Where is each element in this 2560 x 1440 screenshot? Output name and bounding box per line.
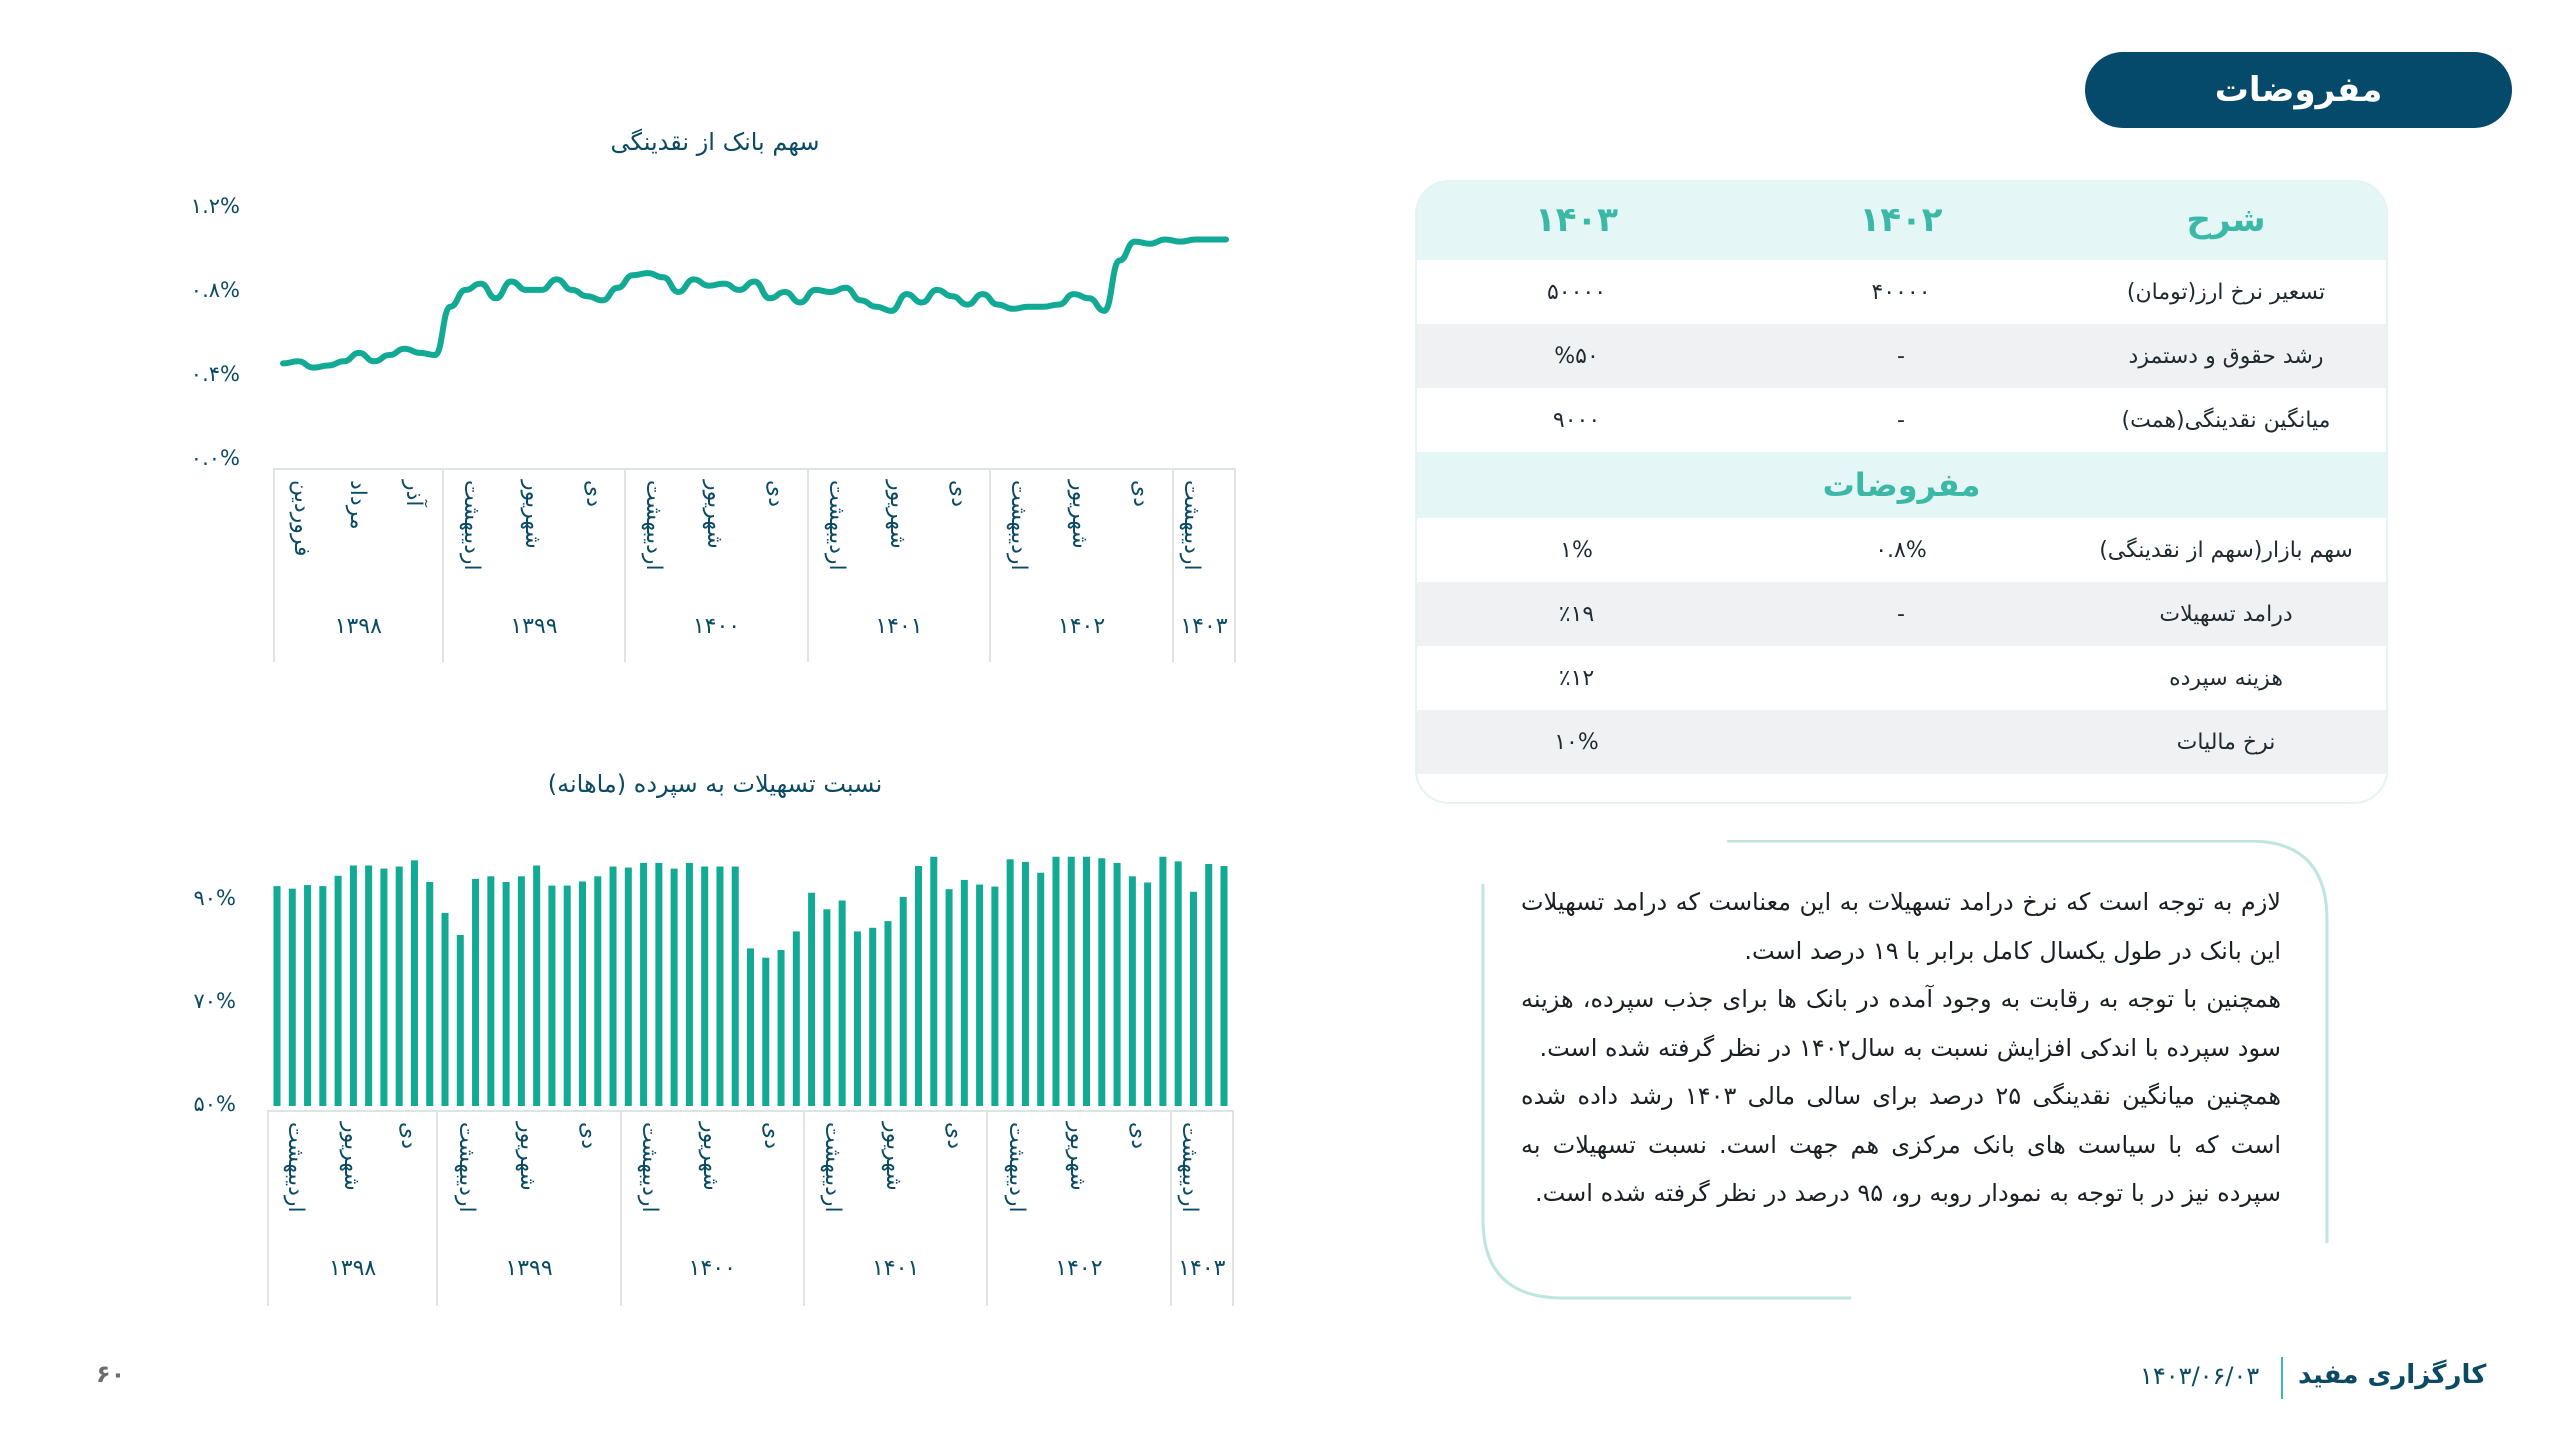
y-tick-label: ۹۰% (193, 886, 236, 910)
x-axis-month-label: مرداد (345, 480, 371, 530)
bar (518, 876, 525, 1106)
bar (350, 865, 357, 1106)
column-header-description: شرح (2186, 200, 2266, 240)
y-tick-label: ۵۰% (193, 1092, 236, 1116)
row-value-1403: ۱% (1560, 537, 1593, 563)
x-axis-month-label: اردیبهشت (636, 1122, 662, 1213)
x-axis-month-label: شهریور (1067, 480, 1093, 549)
bar (991, 887, 998, 1106)
bar (854, 931, 861, 1106)
y-tick-label: ۱.۲% (190, 194, 240, 218)
table-row (1417, 518, 2386, 582)
x-axis-month-label: دی (1128, 480, 1154, 508)
x-axis-year-label: ۱۴۰۳ (1180, 614, 1228, 639)
row-label: درامد تسهیلات (2159, 601, 2293, 627)
row-label: میانگین نقدینگی(همت) (2121, 407, 2331, 433)
table-row (1417, 388, 2386, 452)
table-row (1417, 324, 2386, 388)
row-label: هزینه سپرده (2169, 665, 2283, 691)
x-axis-month-label: دی (763, 480, 789, 508)
bar (900, 897, 907, 1106)
x-axis-month-label: شهریور (514, 1122, 540, 1191)
notes-box (1475, 840, 2330, 1302)
bar (396, 867, 403, 1106)
x-axis-year-label: ۱۳۹۸ (328, 1256, 377, 1281)
brand-name: کارگزاری مفید (2298, 1360, 2487, 1390)
bar (1159, 857, 1166, 1106)
bar (1114, 863, 1121, 1106)
row-value-1403: ۱۰% (1554, 729, 1599, 755)
row-value-1402: - (1897, 343, 1905, 369)
x-axis-month-label: دی (942, 1122, 968, 1150)
table-row (1417, 582, 2386, 646)
x-axis-month-label: اردیبهشت (1006, 480, 1032, 571)
bar (594, 876, 601, 1106)
bar (1190, 892, 1197, 1106)
bar (304, 885, 311, 1106)
y-tick-label: ۰.۸% (190, 278, 240, 302)
bar (289, 889, 296, 1106)
x-axis-month-label: شهریور (339, 1122, 365, 1191)
bar (793, 931, 800, 1106)
x-axis-month-label: اردیبهشت (1178, 480, 1204, 571)
row-label: سهم بازار(سهم از نقدینگی) (2099, 537, 2353, 563)
x-axis-month-label: دی (575, 1122, 601, 1150)
notes-text (1521, 878, 2281, 1218)
bar (1007, 859, 1014, 1106)
bar-chart-plot (0, 0, 1300, 1340)
bar (839, 901, 846, 1106)
x-axis-year-label: ۱۴۰۰ (688, 1256, 736, 1281)
bar (640, 863, 647, 1106)
bar (686, 863, 693, 1106)
table-footer-space (1417, 774, 2386, 804)
row-label: نرخ مالیات (2176, 729, 2276, 755)
x-axis-month-label: دی (759, 1122, 785, 1150)
notes-paragraph: همچنین میانگین نقدینگی ۲۵ درصد برای سالی مالی ۱۴۰۳ رشد داده شده است که با سیاست های بانک مرکزی هم جهت است. نسبت تسهیلات به سپرده نیز در با توجه به نمودار روبه رو، ۹۵ درصد در نظر گرفته شده است. (1521, 1082, 2281, 1207)
x-axis-month-label: شهریور (884, 480, 910, 549)
bar (961, 880, 968, 1106)
bar (1052, 857, 1059, 1106)
bar (762, 958, 769, 1106)
bar (548, 886, 555, 1106)
assumptions-table (1415, 180, 2388, 804)
row-value-1402 (1736, 710, 2066, 774)
x-axis-month-label: دی (1125, 1122, 1151, 1150)
bar (610, 867, 617, 1106)
bar (1068, 857, 1075, 1106)
bar (1083, 857, 1090, 1106)
bar (503, 882, 510, 1106)
y-tick-label: ۰.۴% (190, 362, 240, 386)
x-axis-month-label: اردیبهشت (453, 1122, 479, 1213)
x-axis-month-label: شهریور (1064, 1122, 1090, 1191)
bar (411, 860, 418, 1106)
bar (1205, 864, 1212, 1106)
x-axis-month-label: اردیبهشت (641, 480, 667, 571)
x-axis-month-label: شهریور (881, 1122, 907, 1191)
section-title: مفروضات (2214, 70, 2383, 110)
y-tick-label: ۷۰% (193, 989, 236, 1013)
table-row (1417, 260, 2386, 324)
x-axis-year-label: ۱۳۹۸ (334, 614, 382, 639)
x-axis-year-label: ۱۴۰۱ (871, 1256, 920, 1281)
section-title-pill (2085, 52, 2512, 128)
bar (380, 869, 387, 1106)
bar (1022, 862, 1029, 1106)
x-axis-month-label: اردیبهشت (1003, 1122, 1029, 1213)
bar (1129, 876, 1136, 1106)
bar (655, 863, 662, 1106)
row-value-1403: ۹۰۰۰ (1552, 407, 1601, 433)
x-axis-year-label: ۱۴۰۲ (1055, 1256, 1103, 1281)
footer-date: ۱۴۰۳/۰۶/۰۳ (2140, 1362, 2260, 1390)
bar (808, 893, 815, 1106)
bar (1175, 861, 1182, 1106)
bar (671, 869, 678, 1106)
x-axis-month-label: شهریور (702, 480, 728, 549)
bar-chart (0, 0, 1300, 1340)
x-axis-year-label: ۱۳۹۹ (510, 614, 558, 639)
x-axis-month-label: اردیبهشت (1176, 1122, 1202, 1213)
x-axis-year-label: ۱۴۰۲ (1057, 614, 1106, 639)
bar (1037, 873, 1044, 1106)
bar (747, 948, 754, 1106)
bar (1098, 858, 1105, 1106)
chart-title: نسبت تسهیلات به سپرده (ماهانه) (547, 770, 883, 798)
row-value-1403: ٪۱۹ (1558, 601, 1595, 627)
bar (319, 886, 326, 1106)
bar (930, 857, 937, 1106)
x-axis-month-label: دی (945, 480, 971, 508)
bar (472, 879, 479, 1106)
column-header-1403: ۱۴۰۳ (1535, 200, 1619, 240)
x-axis-month-label: شهریور (519, 480, 545, 549)
bar (335, 876, 342, 1106)
x-axis-month-label: اردیبهشت (282, 1122, 308, 1213)
row-value-1402: ۰.۸% (1875, 537, 1927, 563)
bar (716, 867, 723, 1106)
x-axis-month-label: اردیبهشت (823, 480, 849, 571)
table-row (1417, 710, 2386, 774)
bar (274, 886, 281, 1106)
bar (701, 867, 708, 1106)
bar (823, 909, 830, 1106)
bar (625, 868, 632, 1106)
bar (732, 867, 739, 1106)
row-value-1402: - (1897, 601, 1905, 627)
bar (915, 866, 922, 1106)
x-axis-month-label: آذر (401, 480, 427, 507)
table-header-row (1417, 182, 2386, 258)
row-value-1402: - (1897, 407, 1905, 433)
x-axis-month-label: فروردین (288, 480, 314, 557)
y-tick-label: ۰.۰% (190, 446, 240, 470)
row-label: رشد حقوق و دستمزد (2128, 343, 2324, 369)
page-number: ۶۰ (96, 1360, 126, 1388)
notes-paragraph: لازم به توجه است که نرخ درامد تسهیلات به این معناست که درامد تسهیلات این بانک در طول یکسال کامل برابر با ۱۹ درصد است. (1521, 888, 2281, 965)
x-axis-month-label: اردیبهشت (820, 1122, 846, 1213)
bar (426, 882, 433, 1106)
x-axis-year-label: ۱۴۰۱ (875, 614, 923, 639)
row-value-1403: ٪۱۲ (1558, 665, 1595, 691)
bar (564, 886, 571, 1106)
x-axis-month-label: اردیبهشت (458, 480, 484, 571)
row-value-1403: %۵۰ (1554, 343, 1599, 369)
row-value-1402: ۴۰۰۰۰ (1871, 279, 1931, 305)
footer-divider (2281, 1357, 2283, 1399)
row-value-1403: ۵۰۰۰۰ (1546, 279, 1607, 305)
x-axis-year-label: ۱۴۰۳ (1178, 1256, 1226, 1281)
x-axis-month-label: دی (395, 1122, 421, 1150)
bar (1221, 866, 1228, 1106)
bar (579, 881, 586, 1106)
bar (533, 865, 540, 1106)
x-axis-year-label: ۱۳۹۹ (505, 1256, 553, 1281)
bar (869, 928, 876, 1106)
bar (1144, 882, 1151, 1106)
bar (976, 885, 983, 1106)
bar (946, 889, 953, 1106)
bar (365, 865, 372, 1106)
x-axis-month-label: شهریور (698, 1122, 724, 1191)
notes-paragraph: همچنین با توجه به رقابت به وجود آمده در بانک ها برای جذب سپرده، هزینه سود سپرده با اندکی افزایش نسبت به سال۱۴۰۲ در نظر گرفته شده است. (1521, 985, 2281, 1062)
table-section-title: مفروضات (1417, 452, 2386, 518)
table-row (1417, 646, 2386, 710)
row-label: تسعیر نرخ ارز(تومان) (2126, 279, 2326, 305)
column-header-1402: ۱۴۰۲ (1859, 200, 1943, 240)
row-value-1402 (1736, 646, 2066, 710)
bar (487, 876, 494, 1106)
bar (778, 950, 785, 1106)
bar (457, 935, 464, 1106)
bar (884, 921, 891, 1106)
x-axis-month-label: دی (580, 480, 606, 508)
bar (442, 913, 449, 1106)
chart-title: سهم بانک از نقدینگی (610, 128, 820, 156)
x-axis-year-label: ۱۴۰۰ (692, 614, 741, 639)
